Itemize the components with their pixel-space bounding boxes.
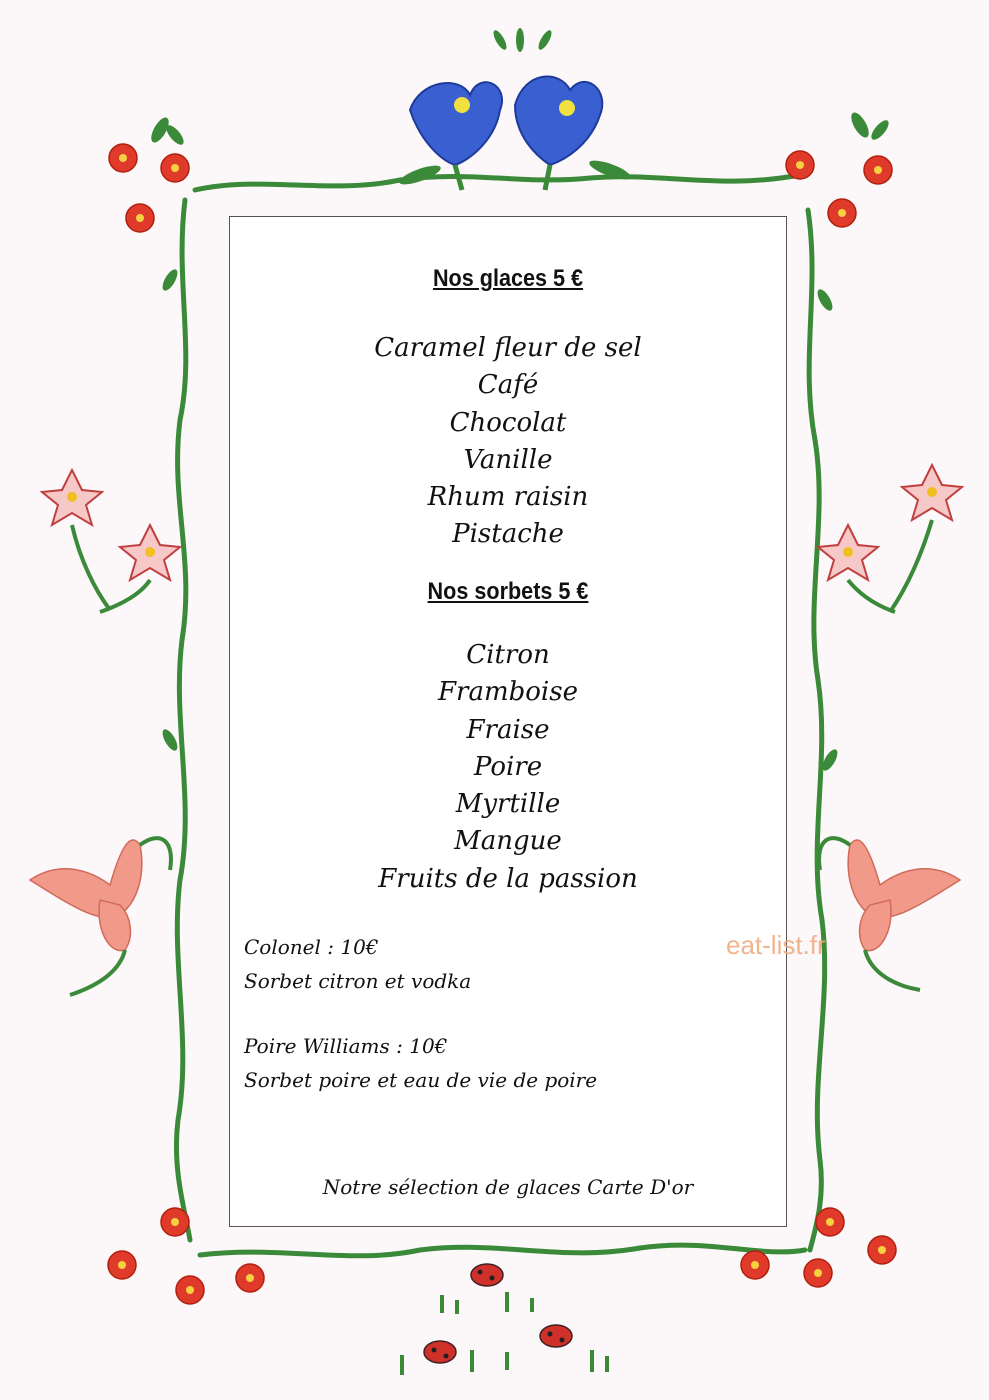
sorbet-item: Fraise — [466, 714, 550, 745]
glace-item: Vanille — [463, 444, 553, 475]
glaces-heading: Nos glaces 5 € — [432, 265, 584, 292]
footer-note: Notre sélection de glaces Carte D'or — [322, 1175, 694, 1199]
special-colonel — [244, 930, 471, 998]
special-name: Colonel : 10€ — [244, 935, 379, 959]
special-description: Sorbet poire et eau de vie de poire — [244, 1068, 598, 1092]
glace-item: Pistache — [452, 519, 564, 550]
sorbet-item: Mangue — [454, 826, 562, 857]
glace-item: Caramel fleur de sel — [374, 333, 642, 363]
sorbets-heading: Nos sorbets 5 € — [427, 578, 589, 605]
glace-item: Café — [477, 370, 539, 401]
special-description: Sorbet citron et vodka — [244, 969, 472, 993]
sorbet-item: Framboise — [438, 677, 578, 708]
watermark: eat-list.fr — [726, 930, 826, 960]
menu-card — [229, 216, 787, 1227]
special-name: Poire Williams : 10€ — [244, 1034, 448, 1058]
sorbet-item: Citron — [466, 640, 550, 670]
glace-item: Rhum raisin — [427, 482, 589, 513]
sorbet-item: Fruits de la passion — [378, 863, 638, 894]
glace-item: Chocolat — [449, 407, 567, 438]
sorbets-list — [230, 637, 786, 898]
sorbet-item: Myrtille — [455, 789, 561, 820]
sorbet-item: Poire — [473, 751, 543, 782]
special-poire-williams — [244, 1029, 597, 1097]
glaces-list — [230, 330, 786, 554]
